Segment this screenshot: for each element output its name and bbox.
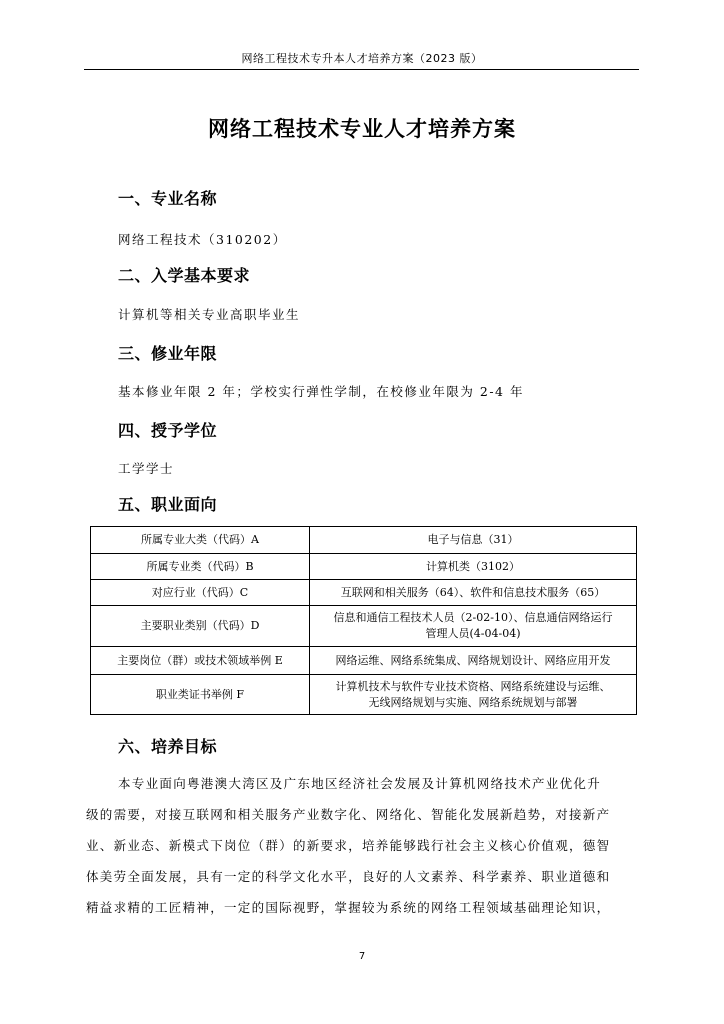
table-row-value-line: 电子与信息（31）: [427, 533, 519, 546]
page-number: 7: [358, 951, 366, 962]
paragraph-line: 精益求精的工匠精神，一定的国际视野，掌握较为系统的网络工程领域基础理论知识，: [86, 900, 611, 915]
paragraph-line: 级的需要，对接互联网和相关服务产业数字化、网络化、智能化发展新趋势，对接新产: [86, 807, 611, 822]
table-row-label: 所属专业大类（代码）A: [91, 527, 310, 554]
table-row-value-line: 网络运维、网络系统集成、网络规划设计、网络应用开发: [335, 653, 611, 667]
header-rule: [84, 69, 639, 70]
section-text-degree: 工学学士: [118, 461, 175, 476]
section-heading-major-name: 一、专业名称: [118, 189, 218, 208]
section-heading-training-goal: 六、培养目标: [118, 737, 218, 756]
training-goal-paragraph: [86, 768, 642, 923]
table-row-value: [310, 647, 637, 675]
section-text-duration: 基本修业年限 2 年；学校实行弹性学制，在校修业年限为 2-4 年: [118, 384, 524, 399]
table-row-value: [310, 675, 637, 715]
career-table: [90, 526, 637, 715]
table-row-value-line: 计算机类（3102）: [426, 559, 520, 573]
section-heading-duration: 三、修业年限: [118, 344, 218, 363]
table-row: [91, 554, 637, 580]
section-heading-admission: 二、入学基本要求: [118, 266, 251, 285]
paragraph-line: 业、新业态、新模式下岗位（群）的新要求，培养能够践行社会主义核心价值观，德智: [86, 838, 611, 853]
table-row-label: 主要岗位（群）或技术领域举例 E: [91, 647, 310, 675]
table-row-value-line: 互联网和相关服务（64）、软件和信息技术服务（65）: [340, 585, 606, 599]
section-text-major-name: 网络工程技术（310202）: [118, 232, 287, 247]
table-row-label: 职业类证书举例 F: [91, 675, 310, 715]
table-row: [91, 527, 637, 554]
table-row: [91, 647, 637, 675]
table-row: [91, 580, 637, 606]
table-row-value: [310, 606, 637, 647]
table-row-label: 对应行业（代码）C: [91, 580, 310, 606]
section-heading-degree: 四、授予学位: [118, 421, 218, 440]
table-row-value: [310, 580, 637, 606]
table-row-value-line: 信息和通信工程技术人员（2-02-10）、信息通信网络运行: [333, 611, 613, 624]
table-row-value: [310, 527, 637, 554]
table-row-label: 主要职业类别（代码）D: [91, 606, 310, 647]
paragraph-line: 体美劳全面发展，具有一定的科学文化水平，良好的人文素养、科学素养、职业道德和: [86, 869, 611, 884]
section-heading-career: 五、职业面向: [118, 495, 218, 514]
table-row-label: 所属专业类（代码）B: [91, 554, 310, 580]
table-row: [91, 606, 637, 647]
section-text-admission: 计算机等相关专业高职毕业生: [118, 307, 301, 322]
table-row-value-line: 无线网络规划与实施、网络系统规划与部署: [368, 695, 578, 709]
paragraph-line: 本专业面向粤港澳大湾区及广东地区经济社会发展及计算机网络技术产业优化升: [118, 776, 602, 791]
table-row-value: [310, 554, 637, 580]
table-row: [91, 675, 637, 715]
table-row-value-line: 管理人员(4-04-04): [425, 627, 521, 640]
document-title: 网络工程技术专业人才培养方案: [208, 117, 516, 141]
table-row-value-line: 计算机技术与软件专业技术资格、网络系统建设与运维、: [335, 679, 611, 693]
running-header: 网络工程技术专升本人才培养方案（2023 版）: [241, 52, 483, 65]
